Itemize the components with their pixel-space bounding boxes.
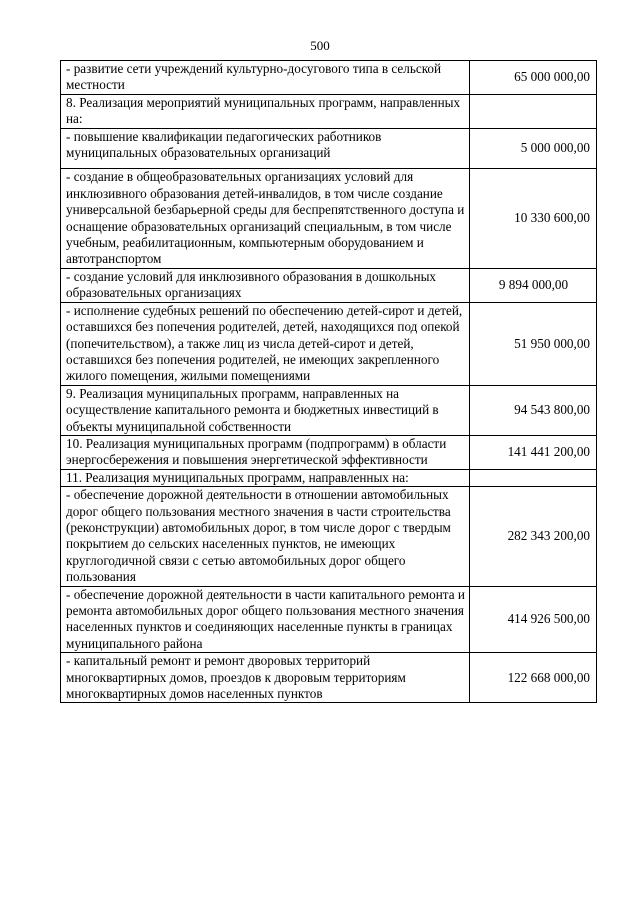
table-row <box>61 487 597 586</box>
row-amount: 414 926 500,00 <box>470 586 597 653</box>
table-row <box>61 586 597 653</box>
table-row <box>61 302 597 385</box>
row-description: - исполнение судебных решений по обеспечению детей-сирот и детей, оставшихся без попечения родителей, детей, находящихся под опекой (попечительством), а также лиц из числа детей-сирот и детей, оставшихся без попечения родителей, не имеющих закрепленного жилого помещения, жилыми помещениями <box>61 302 470 385</box>
row-amount <box>470 469 597 486</box>
row-amount: 282 343 200,00 <box>470 487 597 586</box>
row-description: 10. Реализация муниципальных программ (подпрограмм) в области энергосбережения и повышения энергетической эффективности <box>61 435 470 469</box>
row-amount: 51 950 000,00 <box>470 302 597 385</box>
row-description: - капитальный ремонт и ремонт дворовых территорий многоквартирных домов, проездов к дворовым территориям многоквартирных домов населенных пунктов <box>61 653 470 703</box>
row-description: - создание в общеобразовательных организациях условий для инклюзивного образования детей-инвалидов, в том числе создание универсальной безбарьерной среды для беспрепятственного доступа и оснащение образовательных организаций специальным, в том числе учебным, реабилитационным, компьютерным оборудованием и автотранспортом <box>61 169 470 268</box>
row-amount: 94 543 800,00 <box>470 385 597 435</box>
row-description <box>61 128 470 169</box>
row-description: 9. Реализация муниципальных программ, направленных на осуществление капитального ремонта и бюджетных инвестиций в объекты муниципальной собственности <box>61 385 470 435</box>
row-amount: 9 894 000,00 <box>470 268 597 302</box>
row-amount: 10 330 600,00 <box>470 169 597 268</box>
table-row <box>61 94 597 128</box>
row-amount <box>470 94 597 128</box>
table-row <box>61 169 597 268</box>
table-row <box>61 653 597 703</box>
row-description: - обеспечение дорожной деятельности в отношении автомобильных дорог общего пользования местного значения в части строительства (реконструкции) автомобильных дорог, в том числе дорог с твердым покрытием до сельских населенных пунктов, не имеющих круглогодичной связи с сетью автомобильных дорог общего пользования <box>61 487 470 586</box>
table-row <box>61 385 597 435</box>
budget-allocation-table <box>60 60 597 703</box>
row-description-text: - повышение квалификации педагогических работников муниципальных образовательных организаций <box>66 128 382 161</box>
row-description: - создание условий для инклюзивного образования в дошкольных образовательных организациях <box>61 268 470 302</box>
table-row <box>61 128 597 169</box>
row-description: - обеспечение дорожной деятельности в части капитального ремонта и ремонта автомобильных дорог общего пользования местного значения населенных пунктов и соединяющих населенные пункты в границах муниципального района <box>61 586 470 653</box>
row-amount: 65 000 000,00 <box>470 61 597 95</box>
table-row <box>61 469 597 486</box>
row-amount: 141 441 200,00 <box>470 435 597 469</box>
section-heading: 11. Реализация муниципальных программ, направленных на: <box>61 469 470 486</box>
section-heading: 8. Реализация мероприятий муниципальных программ, направленных на: <box>61 94 470 128</box>
row-description: - развитие сети учреждений культурно-досугового типа в сельской местности <box>61 61 470 95</box>
table-row <box>61 61 597 95</box>
page-number: 500 <box>310 38 330 53</box>
spacer <box>66 161 465 168</box>
row-amount: 5 000 000,00 <box>470 128 597 169</box>
table-row <box>61 268 597 302</box>
row-amount: 122 668 000,00 <box>470 653 597 703</box>
table-row <box>61 435 597 469</box>
